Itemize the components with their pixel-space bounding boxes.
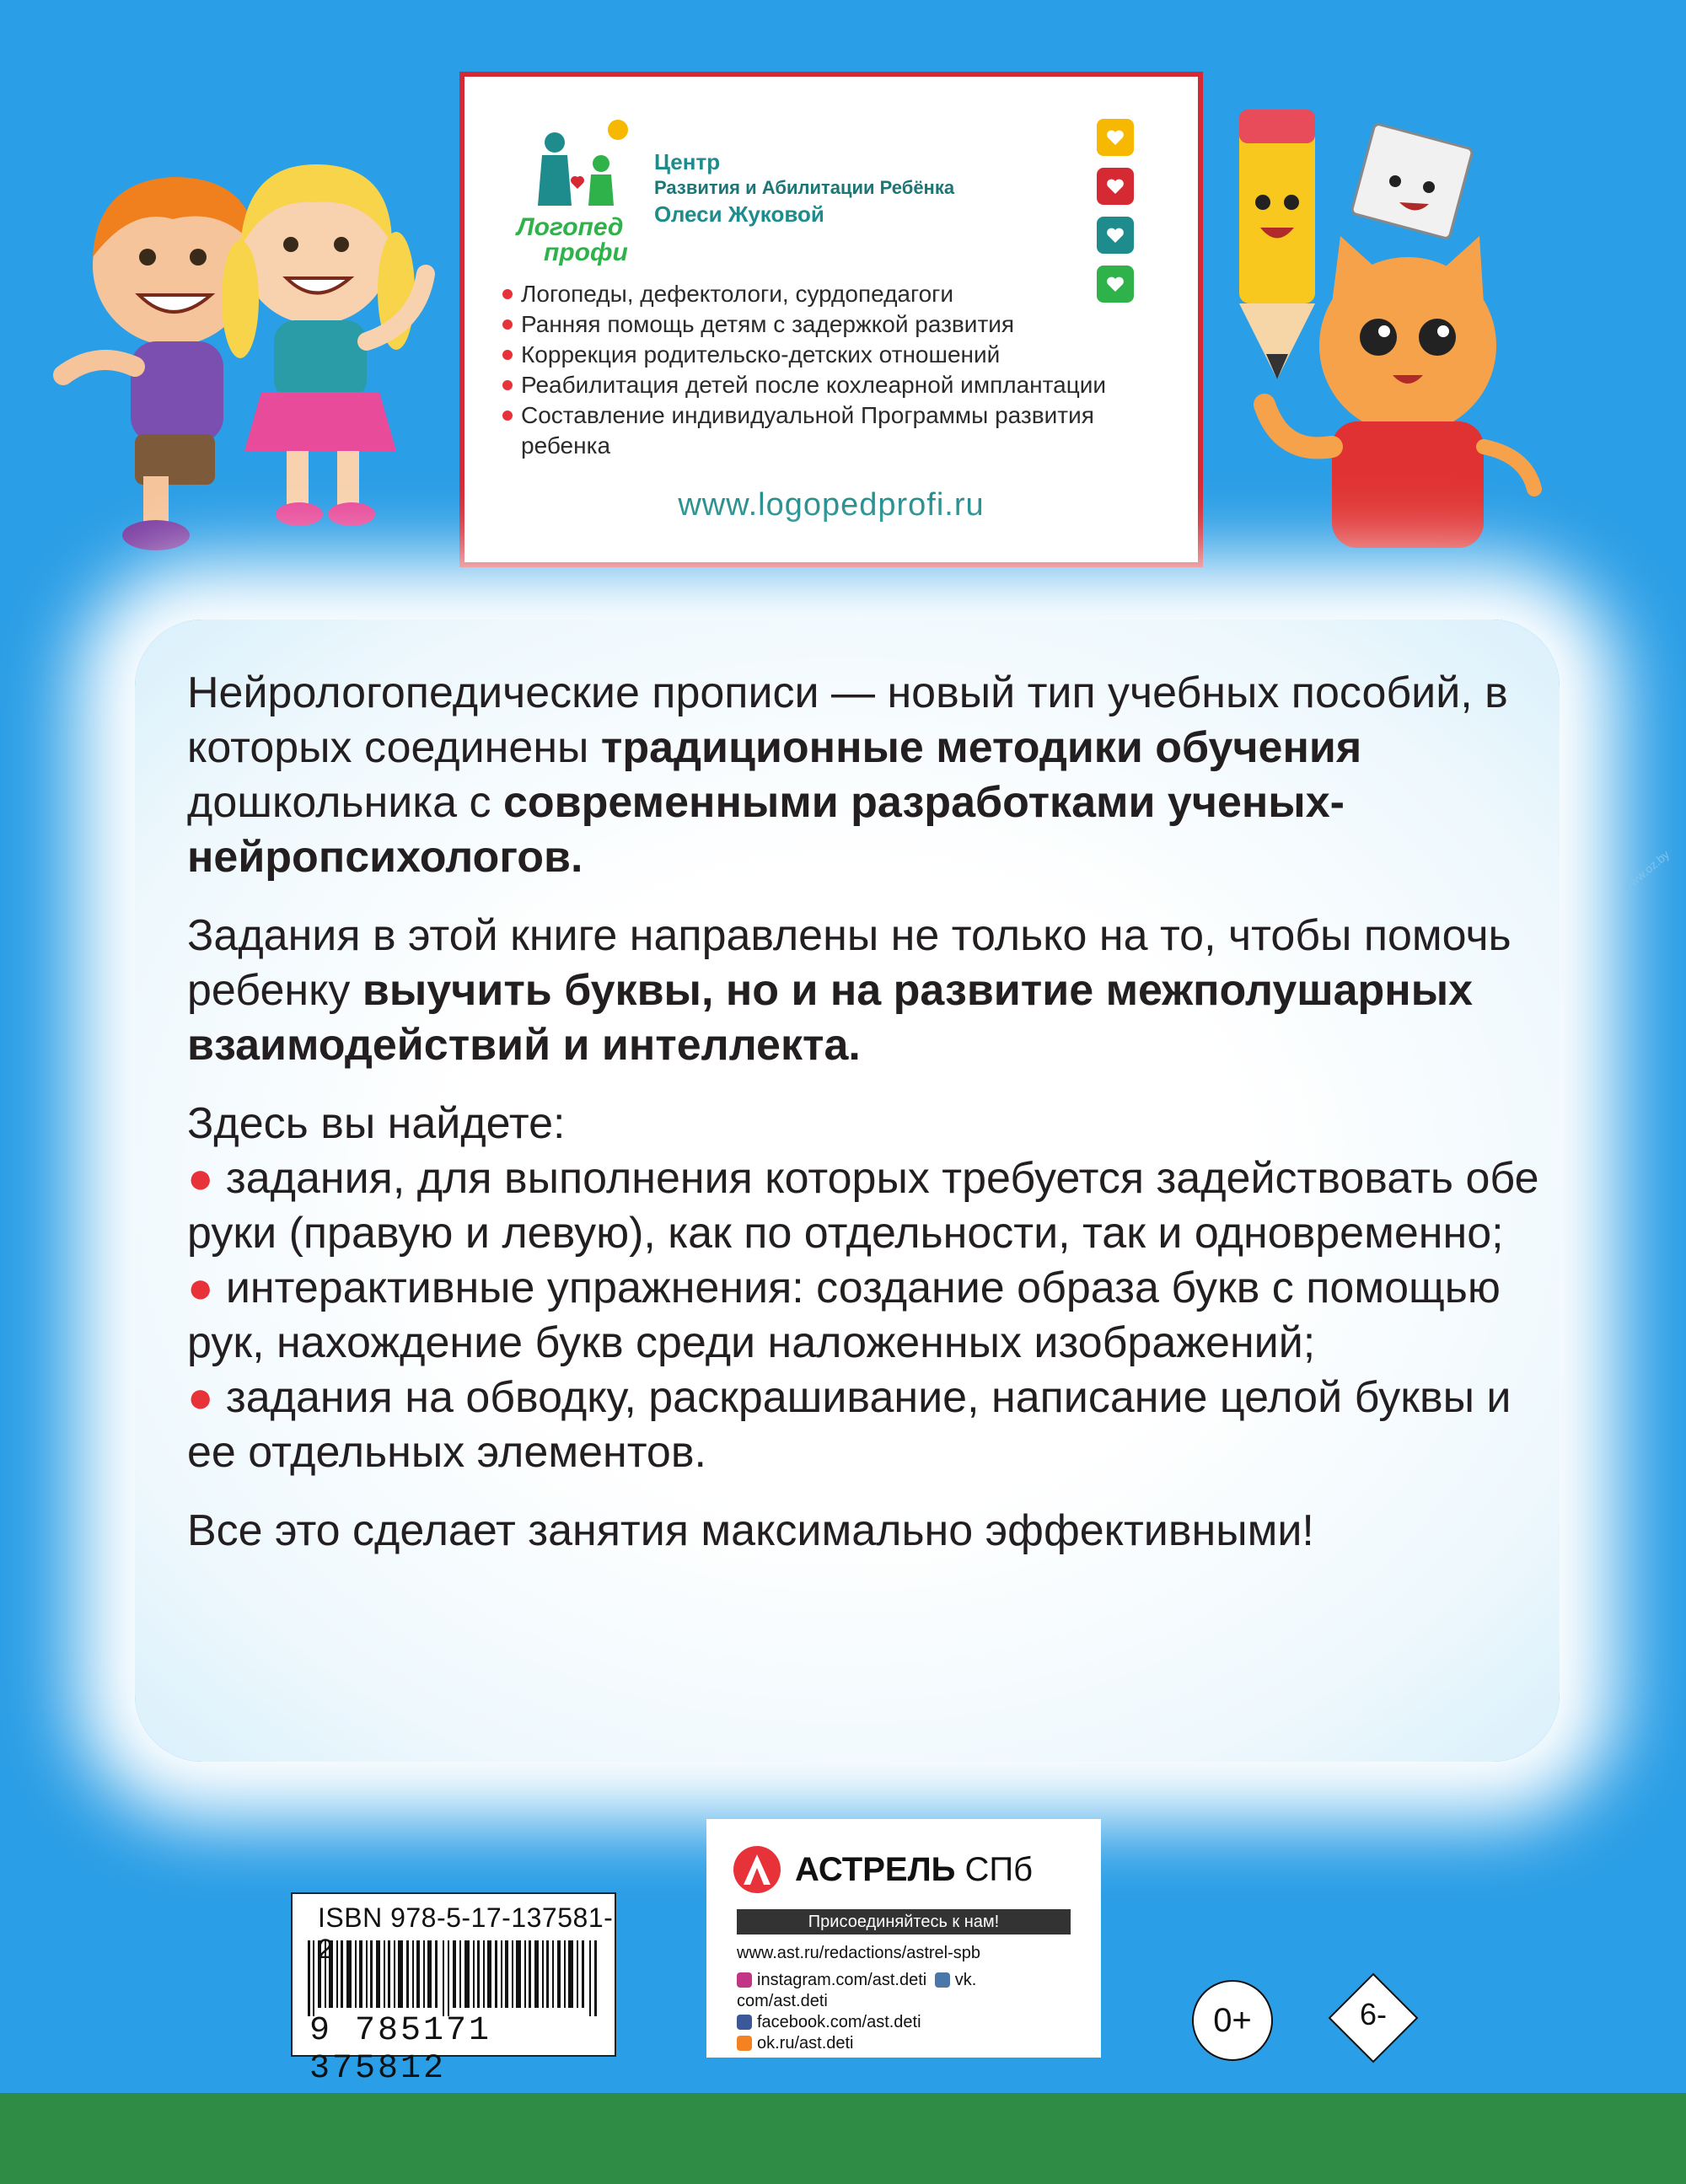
publisher-name-main: АСТРЕЛЬ [795,1851,956,1888]
logo-line-2: профи [544,239,628,266]
p1-text-b: дошкольника с [187,778,503,827]
center-title [654,148,1008,228]
promo-card [459,72,1203,567]
facebook-icon [737,2015,752,2030]
facebook-line[interactable] [737,2013,921,2032]
publisher-city: СПб [964,1851,1034,1888]
p1-bold-a: традиционные методики обучения [600,723,1362,772]
p2-bold: выучить буквы, но и на развитие межполушарных взаимодействий и интеллекта. [187,966,1474,1070]
p3-intro: Здесь вы найдете: [187,1099,566,1148]
logopedprofi-logo [508,109,652,269]
heart-icon [1097,217,1134,254]
watermark: www.oz.by [1619,847,1673,894]
list-item: Составление индивидуальной Программы развития ребенка [502,400,1177,461]
mascots-illustration [1214,93,1543,573]
bullet-1: задания, для выполнения которых требуется задействовать обе руки (правую и левую), как по отдельности, так и одновременно; [187,1154,1539,1258]
barcode-digits: 9 785171 375812 [309,2012,492,2088]
p1-bold-b: современными разработками ученых-нейропсихологов. [187,778,1345,882]
list-item: Ранняя помощь детям с задержкой развития [502,309,1177,340]
paragraph-2 [187,909,1553,1073]
bottom-strip [0,2093,1686,2184]
isbn-barcode [291,1892,616,2088]
list-item: Коррекция родительско-детских отношений [502,340,1177,370]
facebook-link[interactable]: facebook.com/ast.deti [757,2013,921,2031]
logo-line-1: Логопед [517,213,624,241]
bullet-icon: ● [187,1264,214,1312]
services-list [502,279,1177,461]
p2-text: Задания в этой книге направлены не только на то, чтобы помочь ребенку [187,911,1511,1015]
publisher-site[interactable]: www.ast.ru/redactions/astrel-spb [737,1944,981,1962]
age-recommendation: 6- [1359,1997,1387,2031]
join-banner: Присоединяйтесь к нам! [737,1909,1071,1934]
bullet-icon: ● [187,1373,214,1422]
description-text [187,666,1553,1582]
promo-url[interactable]: www.logopedprofi.ru [678,487,985,523]
list-item: Логопеды, дефектологи, сурдопедагоги [502,279,1177,309]
instagram-link[interactable]: instagram.com/ast.deti [757,1971,927,1989]
bullet-icon: ● [187,1154,214,1203]
heart-icon [1097,168,1134,205]
ok-icon [737,2036,752,2051]
list-item: Реабилитация детей после кохлеарной имплантации [502,370,1177,400]
barcode-icon [308,1940,603,2016]
publisher-block [706,1819,1101,2058]
children-illustration [46,139,451,552]
center-title-line-3: Олеси Жуковой [654,201,824,227]
paragraph-1 [187,666,1553,885]
bullet-2: интерактивные упражнения: создание образа букв с помощью рук, нахождение букв среди наложенных изображений; [187,1264,1501,1367]
isbn-label: ISBN 978-5-17-137581-2 [318,1902,614,1964]
heart-icon [1097,119,1134,156]
astrel-logo-icon [732,1844,782,1895]
instagram-icon [737,1972,752,1988]
closing-line: Все это сделает занятия максимально эффективными! [187,1506,1314,1555]
vk-icon [935,1972,950,1988]
ok-line[interactable] [737,2034,854,2053]
instagram-vk-line[interactable] [737,1971,976,1990]
center-title-line-2: Развития и Абилитации Ребёнка [654,177,955,198]
p1-text-a: Нейрологопедические прописи — новый тип учебных пособий, в которых соединены [187,668,1508,772]
bullet-3: задания на обводку, раскрашивание, написание целой буквы и ее отдельных элементов. [187,1373,1511,1477]
age-rating-badge: 0+ [1192,1980,1273,2061]
vk-link-b[interactable]: com/ast.deti [737,1992,828,2010]
paragraph-3 [187,1097,1553,1480]
ok-link[interactable]: ok.ru/ast.deti [757,2034,854,2053]
center-title-line-1: Центр [654,149,721,174]
publisher-name [795,1851,1033,1889]
vk-link-a[interactable]: vk. [954,1971,977,1989]
